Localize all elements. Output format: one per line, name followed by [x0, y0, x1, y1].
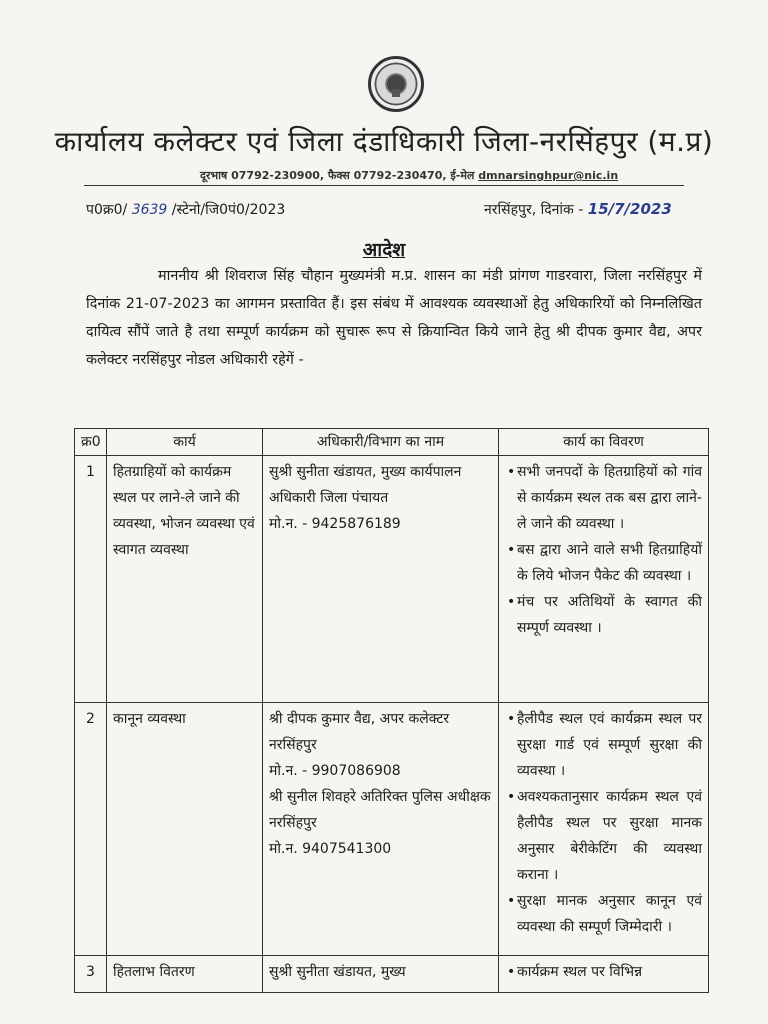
- row-details: [499, 456, 709, 703]
- officer-line: मो.न. - 9907086908: [269, 763, 401, 779]
- officer-line: श्री दीपक कुमार वैद्य, अपर कलेक्टर नरसिंहपुर: [269, 711, 450, 753]
- reference-suffix: /स्टेनो/जि0पं0/2023: [171, 202, 286, 218]
- row-officer: [263, 456, 499, 703]
- reference-prefix: प0क्र0/: [86, 202, 128, 218]
- fax-label: फैक्स: [327, 169, 350, 182]
- table-header-row: [75, 429, 709, 456]
- row-serial: 1: [75, 456, 107, 703]
- table-row: [75, 456, 709, 703]
- contact-line: [200, 168, 618, 183]
- column-header-details: कार्य का विवरण: [499, 429, 709, 456]
- order-heading: आदेश: [362, 239, 406, 261]
- row-details: [499, 956, 709, 993]
- table-row: [75, 703, 709, 956]
- officer-line: मो.न. - 9425876189: [269, 516, 401, 532]
- detail-item: • सभी जनपदों के हितग्राहियों को गांव से कार्यक्रम स्थल तक बस द्वारा लाने-ले जाने की व्यवस्था ।: [517, 459, 702, 537]
- date-label: नरसिंहपुर, दिनांक -: [484, 202, 584, 218]
- column-header-serial: क्र0: [75, 429, 107, 456]
- email-label: ई-मेल: [450, 169, 475, 182]
- detail-item: • अवश्यकतानुसार कार्यक्रम स्थल एवं हैलीपैड स्थल पर सुरक्षा मानक अनुसार बेरीकेटिंग की व्यवस्था कराना ।: [517, 784, 702, 888]
- row-serial: 3: [75, 956, 107, 993]
- date-handwritten-value: 15/7/2023: [587, 200, 672, 218]
- detail-item: • हैलीपैड स्थल एवं कार्यक्रम स्थल पर सुरक्षा गार्ड एवं सम्पूर्ण सुरक्षा की व्यवस्था ।: [517, 706, 702, 784]
- detail-item: • मंच पर अतिथियों के स्वागत की सम्पूर्ण व्यवस्था ।: [517, 589, 702, 641]
- detail-item: • कार्यक्रम स्थल पर विभिन्न: [517, 959, 702, 985]
- reference-number: [86, 200, 285, 219]
- officer-line: सुश्री सुनीता खंडायत, मुख्य: [269, 964, 406, 980]
- officer-line: मो.न. 9407541300: [269, 841, 392, 857]
- email-address: dmnarsinghpur@nic.in: [478, 169, 619, 182]
- row-task: कानून व्यवस्था: [107, 703, 263, 956]
- detail-item: • सुरक्षा मानक अनुसार कानून एवं व्यवस्था की सम्पूर्ण जिम्मेदारी ।: [517, 888, 702, 940]
- column-header-task: कार्य: [107, 429, 263, 456]
- reference-handwritten-number: 3639: [131, 202, 168, 218]
- row-officer: [263, 956, 499, 993]
- row-task: हितग्राहियों को कार्यक्रम स्थल पर लाने-ले जाने की व्यवस्था, भोजन व्यवस्था एवं स्वागत व्यवस्था: [107, 456, 263, 703]
- responsibility-table: [74, 428, 709, 993]
- row-task: हितलाभ वितरण: [107, 956, 263, 993]
- officer-line: सुश्री सुनीता खंडायत, मुख्य कार्यपालन अधिकारी जिला पंचायत: [269, 464, 462, 506]
- row-officer: [263, 703, 499, 956]
- officer-line: श्री सुनील शिवहरे अतिरिक्त पुलिस अधीक्षक नरसिंहपुर: [269, 789, 491, 831]
- fax-number: 07792-230470,: [353, 169, 447, 182]
- office-title: कार्यालय कलेक्टर एवं जिला दंडाधिकारी जिला-नरसिंहपुर (म.प्र): [54, 125, 714, 158]
- government-emblem-seal: [368, 56, 424, 112]
- row-details: [499, 703, 709, 956]
- column-header-officer: अधिकारी/विभाग का नाम: [263, 429, 499, 456]
- row-serial: 2: [75, 703, 107, 956]
- date-line: [484, 200, 672, 219]
- detail-item: • बस द्वारा आने वाले सभी हितग्राहियों के लिये भोजन पैकेट की व्यवस्था ।: [517, 537, 702, 589]
- table-row: [75, 956, 709, 993]
- header-divider: [84, 185, 684, 186]
- phone-number: 07792-230900,: [231, 169, 325, 182]
- phone-label: दूरभाष: [200, 169, 228, 182]
- order-body-paragraph: माननीय श्री शिवराज सिंह चौहान मुख्यमंत्री म.प्र. शासन का मंडी प्रांगण गाडरवारा, जिला नरसिंहपुर में दिनांक 21-07-2023 का आगमन प्रस्तावित हैं। इस संबंध में आवश्यक व्यवस्थाओं हेतु अधिकारियों को निम्नलिखित दायित्व सौंपें जाते है तथा सम्पूर्ण कार्यक्रम को सुचारू रूप से क्रियान्वित किये जाने हेतु श्री दीपक कुमार वैद्य, अपर कलेक्टर नरसिंहपुर नोडल अधिकारी रहेगें -: [86, 268, 702, 368]
- emblem-icon: [371, 59, 421, 109]
